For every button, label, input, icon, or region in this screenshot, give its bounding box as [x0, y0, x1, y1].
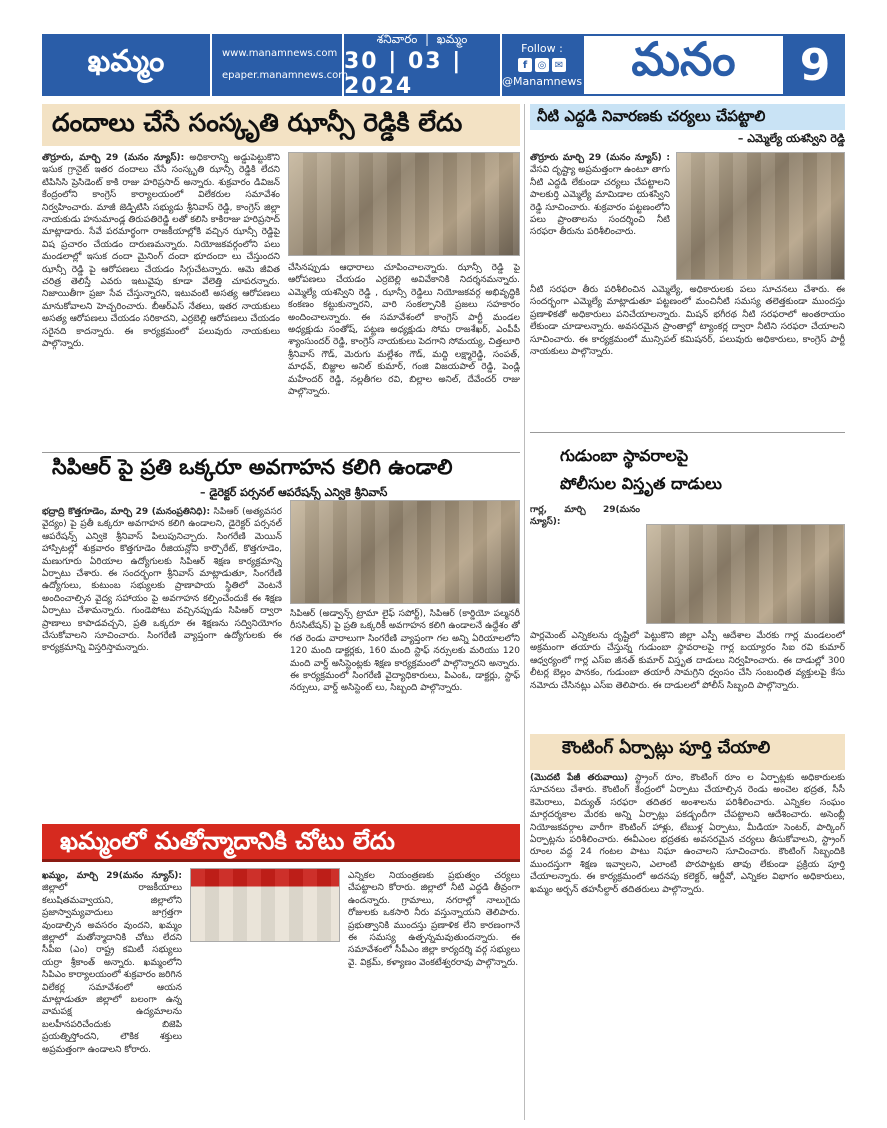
article6-kicker: (మొదటి పేజీ తరువాయి) [530, 773, 629, 783]
social-follow [502, 42, 582, 88]
article1-photo [288, 152, 520, 256]
website-links [212, 43, 348, 87]
article3-column-left [42, 870, 182, 1120]
article2-column-right [290, 608, 520, 810]
article1-column-right [288, 262, 520, 450]
article1-body-left: అధికారాన్ని అడ్డుపెట్టుకొని ఇసుక గ్రానైట్ ఇతర దందాలు చేసే సంస్కృతి ఝాన్సీ రెడ్డికి లేదని టిపిసిసి ప్రెసిడెంట్ కాకి రాజు హరిప్రసాద్ అన్నారు. శుక్రవారం డివిజన్ కేంద్రంలోని కాంగ్రెస్ కార్యాలయంలో విలేకరుల సమావేశం నిర్వహించారు. మాజీ జెడ్పిటిసి సభ్యుడు శ్రీనివాస్ రెడ్డి, కాంగ్రెస్ జిల్లా నాయకుడు హనుమాండ్ల తిరుపతిరెడ్డి లతో కలిసి కాకిరాజు హరిప్రసాద్ మాట్లాడారు. సేవే పరమార్థంగా రాజకీయాల్లోకి వచ్చిన ఝాన్సీ రెడ్డిపై విష ప్రచారం చేయడం దారుణమన్నారు. నియోజకవర్గంలోని పలు మండలాల్లో ఇసుక దందా మైనింగ్ దందా భూదందా లు చేస్తుందని ఝాన్సీ రెడ్డి పై ఆరోపణలు చేయడం సిగ్గుచేటన్నారు. ఆమె జీవిత చరిత్ర తెలిస్తే ఎవరు ఇటువైపు కూడా వేలెత్తి చూపరన్నారు. నిజాయితీగా ప్రజా సేవ చేస్తున్నారని, ఇటువంటి అసత్య ఆరోపణలు మానుకోవాలని హెచ్చరించారు. బీఆర్ఎస్ నేతలు, ఇతర నాయకులు అసత్య ఆరోపణలు చేయడం సరికాదని, ఎర్రబెల్లి ఆరోపణలు చేయడం సరైనది కాదన్నారు. ఈ కార్యక్రమంలో పలువురు నాయకులు పాల్గొన్నారు. [42, 153, 280, 350]
article2-body-left: సిపిఆర్ (అత్యవసర వైద్యం) పై ప్రతీ ఒక్కరూ అవగాహన కలిగి ఉండాలని, డైరెక్టర్ పర్సనల్ ఆపరేషన్స్ ఎన్వికె శ్రీనివాస్ పిలుపునిచ్చారు. సింగరేణి మెయిన్ హాస్పిటల్లో శుక్రవారం కొత్తగూడెం రీజియన్లోని కార్పొరేట్, కొత్తగూడెం, మణుగూరు ఏరియాల ఉద్యోగులకు సిపిఆర్ శిక్షణ కార్యక్రమాన్ని ఏర్పాటు చేశారు. ఈ సందర్భంగా శ్రీనివాస్ మాట్లాడుతూ, సింగరేణి ఉద్యోగులు, కుటుంబ సభ్యులకు ప్రాణాపాయ స్థితిలో వెంటనే అందించాల్సిన వైద్య సహాయం పై అవగాహన కల్పించేందుకే ఈ శిక్షణ ఏర్పాటు చేశామన్నారు. గుండెపోటు వచ్చినప్పుడు సిపిఆర్ ద్వారా ప్రాణాలు కాపాడవచ్చని, ప్రతి ఒక్కరూ ఈ శిక్షణను సద్వినియోగం చేసుకోవాలని సూచించారు. సింగరేణి వ్యాప్తంగా ఉద్యోగులకు ఈ కార్యక్రమాన్ని విస్తరిస్తామన్నారు. [42, 507, 282, 654]
article5-headline-line1: గుడుంబా స్థావరాలపై [560, 446, 689, 465]
article6-headline: కౌంటింగ్ ఏర్పాట్లు పూర్తి చేయాలి [562, 738, 771, 758]
masthead [42, 31, 845, 99]
column-divider [524, 104, 525, 1120]
article1-body-right: చేసినప్పుడు ఆధారాలు చూపించాలన్నారు. ఝాన్సీ రెడ్డి పై ఆరోపణలు చేయడం ఎర్రబెల్లి అవివేకానికి నిదర్శనమన్నారు. ఎమ్మెల్యే యశస్విని రెడ్డి , ఝాన్సీ రెడ్డిలు నియోజకవర్గ అభివృద్ధికి కంకణం కట్టుకున్నారని, వారి సంకల్పానికి ప్రజలు సహకారం అందించాలన్నారు. ఈ సమావేశంలో కాంగ్రెస్ పార్టీ మండల అధ్యక్షుడు సంతోష్, పట్టణ అధ్యక్షుడు సోమ రాజశేఖర్, ఎంపీపీ శ్యాంసుందర్ రెడ్డి, కాంగ్రెస్ నాయకులు పెదగాని సోమయ్య, చిత్తలూరి శ్రీనివాస్ గౌడ్, మెరుగు మల్లేశం గౌడ్, మద్ది లక్ష్మారెడ్డి, సంపత్, మాధవ్, బిజ్జాల అనిల్ కుమార్, గంజి విజయపాల్ రెడ్డి, పెండ్లి మహేందర్ రెడ్డి, నల్లతీగల రవి, బిల్లాల అనిల్, దేవేందర్ రాజు పాల్గొన్నారు. [288, 263, 520, 398]
article5-headline-line2: పోలీసుల విస్తృత దాడులు [560, 474, 722, 493]
social-handle[interactable]: @Manamnews [502, 75, 583, 88]
epaper-link[interactable]: epaper.manamnews.com [222, 70, 348, 81]
article6-body: స్ట్రాంగ్ రూం, కౌంటింగ్ రూం ల ఏర్పాట్లకు అధికారులకు సూచనలు చేశారు. కౌంటింగ్ కేంద్రంలో ఏర్పాటు చేయాల్సిన రెండు అంచెల భద్రత, సీసీ కెమెరాలు, విద్యుత్ సరఫరా తదితర అంశాలను పరిశీలించారు. ఎన్నికల సంఘం మార్గదర్శకాల మేరకు అన్ని ఏర్పాట్లు పకడ్బందీగా చేపట్టాలని ఆదేశించారు. అసెంబ్లీ నియోజకవర్గాల వారీగా కౌంటింగ్ హాళ్లు, టేబుళ్ల ఏర్పాటు, మీడియా సెంటర్, పార్కింగ్ ఏర్పాట్లను పరిశీలించారు. ఈవీఎంల భద్రతకు అవసరమైన చర్యలు తీసుకోవాలని, స్ట్రాంగ్ రూంల వద్ద 24 గంటల పాటు నిఘా ఉంచాలని సూచించారు. కౌంటింగ్ సిబ్బందికి ముందస్తుగా శిక్షణ ఇవ్వాలని, ఎలాంటి పొరపాట్లకు తావు లేకుండా ప్రక్రియ పూర్తి చేయాలన్నారు. ఈ కార్యక్రమంలో అదనపు కలెక్టర్, ఆర్డీవో, ఎన్నికల విభాగం అధికారులు, ఖమ్మం అర్బన్ తహసీల్దార్ తదితరులు పాల్గొన్నారు. [530, 773, 845, 895]
article5-column-bottom [530, 630, 845, 724]
date-block: శనివారం | ఖమ్మం 30 | 03 | 2024 [342, 34, 502, 96]
weekday: శనివారం [376, 31, 418, 46]
article4-dateline: తొర్రూరు మార్చి 29 (మనం న్యూస్) : [530, 153, 670, 163]
instagram-icon[interactable]: ◎ [535, 58, 549, 72]
article4-subhead: – ఎమ్మెల్యే యశస్విని రెడ్డి [737, 132, 845, 145]
divider [42, 452, 520, 453]
article1-headline: దందాలు చేసే సంస్కృతి ఝాన్సీ రెడ్డికి లేదు [52, 108, 463, 137]
article5-column [530, 504, 640, 628]
article4-body-top: వేసవి దృష్ట్యా అప్రమత్తంగా ఉంటూ తాగు నీటి ఎద్దడి లేకుండా చర్యలు చేపట్టాలని పాలకుర్తి ఎమ్మెల్యే మామిడాల యశస్విని రెడ్డి సూచించారు. శుక్రవారం పట్టణంలోని పలు ప్రాంతాలను సందర్శించి నీటి సరఫరా తీరును పరిశీలించారు. [530, 165, 670, 238]
article4-column-bottom [530, 284, 845, 428]
issue-date: 30 | 03 | 2024 [344, 48, 463, 99]
article2-dateline: భద్రాద్రి కొత్తగూడెం, మార్చి 29 (మనంప్రతినిధి): [42, 507, 211, 517]
article4-headline: నీటి ఎద్దడి నివారణకు చర్యలు చేపట్టాలి [537, 107, 766, 125]
article4-body-bottom: నీటి సరఫరా తీరు పరిశీలించిన ఎమ్మెల్యే, అధికారులకు పలు సూచనలు చేశారు. ఈ సందర్భంగా ఎమ్మెల్యే మాట్లాడుతూ పట్టణంలో మంచినీటి సమస్య తలెత్తకుండా ముందస్తు ప్రణాళికతో అధికారులు పనిచేయాలన్నారు. మిషన్ భగీరథ నీటి సరఫరాలో అంతరాయం లేకుండా చూడాలన్నారు. అవసరమైన ప్రాంతాల్లో ట్యాంకర్ల ద్వారా నీటిని సరఫరా చేయాలని సూచించారు. ఈ కార్యక్రమంలో మున్సిపల్ కమిషనర్, పలువురు అధికారులు, కాంగ్రెస్ పార్టీ నాయకులు పాల్గొన్నారు. [530, 285, 845, 358]
email-icon[interactable]: ✉ [552, 58, 566, 72]
article5-photo [646, 524, 845, 624]
article6-column [530, 772, 845, 1120]
divider [530, 432, 845, 433]
article2-subhead: – డైరెక్టర్ పర్సనల్ ఆపరేషన్స్ ఎన్వికె శ్రీనివాస్ [200, 486, 388, 499]
article1-dateline: తొర్రూరు, మార్చి 29 (మనం న్యూస్): [42, 153, 185, 163]
page-number: 9 [785, 34, 845, 96]
article3-photo [190, 868, 340, 942]
article4-column-top [530, 152, 670, 280]
article2-body-right: సిపిఆర్ (అడ్వాన్స్ ట్రామా లైఫ్ సపోర్ట్), సిపిఆర్ (కార్డియో పల్మనరీ రీససిటేషన్) పై ప్రతి ఒక్కరికీ అవగాహన కలిగి ఉండాలనే ఉద్దేశం తో గత రెండు వారాలుగా సింగరేణి వ్యాప్తంగా గల అన్ని ఏరియాలలోని 120 మంది డాక్టర్లకు, 160 మంది స్టాఫ్ నర్సులకు మరియు 120 మంది వార్డ్ అసిస్టెంట్లకు శిక్షణ కార్యక్రమంలో పాల్గొన్నారని అన్నారు. ఈ కార్యక్రమంలో సింగరేణి వైద్యాధికారులు, పిఎంఓ, డాక్టర్లు, స్టాఫ్ నర్సులు, వార్డ్ అసిస్టెంట్ లు, సిబ్బంది పాల్గొన్నారు. [290, 609, 520, 694]
article2-headline: సిపిఆర్ పై ప్రతి ఒక్కరూ అవగాహన కలిగి ఉండాలి [52, 455, 453, 479]
edition: ఖమ్మం [436, 31, 468, 46]
article3-dateline: ఖమ్మం, మార్చి 29(మనం న్యూస్): [42, 871, 182, 881]
article5-body: పార్లమెంట్ ఎన్నికలను దృష్టిలో పెట్టుకొని జిల్లా ఎస్పీ ఆదేశాల మేరకు గార్ల మండలంలో అక్రమంగా తయారు చేస్తున్న గుడుంబా స్థావరాలపై గార్ల బయ్యారం సిఐ రవి కుమార్ ఆధ్వర్యంలో గార్ల ఎస్ఐ జీనత్ కుమార్ విస్తృత దాడులు నిర్వహించారు. ఈ దాడుల్లో 300 లీటర్ల బెల్లం పానకం, గుడుంబా తయారీ సామగ్రిని ధ్వంసం చేసి సంబంధిత వ్యక్తులపై కేసు నమోదు చేసినట్లు ఎస్ఐ తెలిపారు. ఈ దాడులలో పోలీస్ సిబ్బంది పాల్గొన్నారు. [530, 631, 845, 691]
article4-photo [676, 152, 845, 280]
article3-body-left: జిల్లాలో రాజకీయాలు కలుషితమవ్వాయని, జిల్లాలోని ప్రజాస్వామ్యవాదులు జాగ్రత్తగా వుండాల్సిన అవసరం వుందని, ఖమ్మం జిల్లాలో మతోన్మాదానికి చోటు లేదని సీపీఐ (ఎం) రాష్ట్ర కమిటీ సభ్యులు యర్రా శ్రీకాంత్ అన్నారు. ఖమ్మంలోని సిపిఎం కార్యాలయంలో శుక్రవారం జరిగిన విలేకర్ల సమావేశంలో ఆయన మాట్లాడుతూ జిల్లాలో బలంగా ఉన్న వామపక్ష ఉద్యమాలను బలహీనపరిచేందుకు బిజెపి ప్రయత్నిస్తోందని, లౌకిక శక్తులు అప్రమత్తంగా ఉండాలని కోరారు. [42, 883, 182, 1055]
facebook-icon[interactable]: f [518, 58, 532, 72]
article1-column-left [42, 152, 280, 450]
article2-photo [290, 500, 520, 604]
newspaper-logo: మనం [582, 34, 785, 96]
follow-label: Follow : [521, 42, 563, 55]
website-link[interactable]: www.manamnews.com [222, 48, 338, 59]
article3-column-right [348, 870, 520, 1120]
article2-column-left [42, 506, 282, 810]
article3-body-right: ఎన్నికల నియంత్రణకు ప్రభుత్వం చర్యలు చేపట్టాలని కోరారు. జిల్లాలో నీటి ఎద్దడి తీవ్రంగా ఉందన్నారు. గ్రామాలు, నగరాల్లో నాలుగైదు రోజులకు ఒకసారి నీరు వస్తున్నాయని తెలిపారు. ప్రభుత్వానికి ముందస్తు ప్రణాళిక లేని కారణంగానే ఈ సమస్య ఉత్పన్నమవుతుందన్నారు. ఈ సమావేశంలో సీపీఎం జిల్లా కార్యదర్శి వర్గ సభ్యులు వై. విక్రమ్, కళ్యాణం వెంకటేశ్వరరావు పాల్గొన్నారు. [348, 871, 520, 968]
district-tag: ఖమ్మం [42, 34, 212, 96]
article5-dateline: గార్ల, మార్చి 29(మనం న్యూస్): [530, 505, 640, 528]
article3-headline: ఖమ్మంలో మతోన్మాదానికి చోటు లేదు [60, 827, 395, 855]
